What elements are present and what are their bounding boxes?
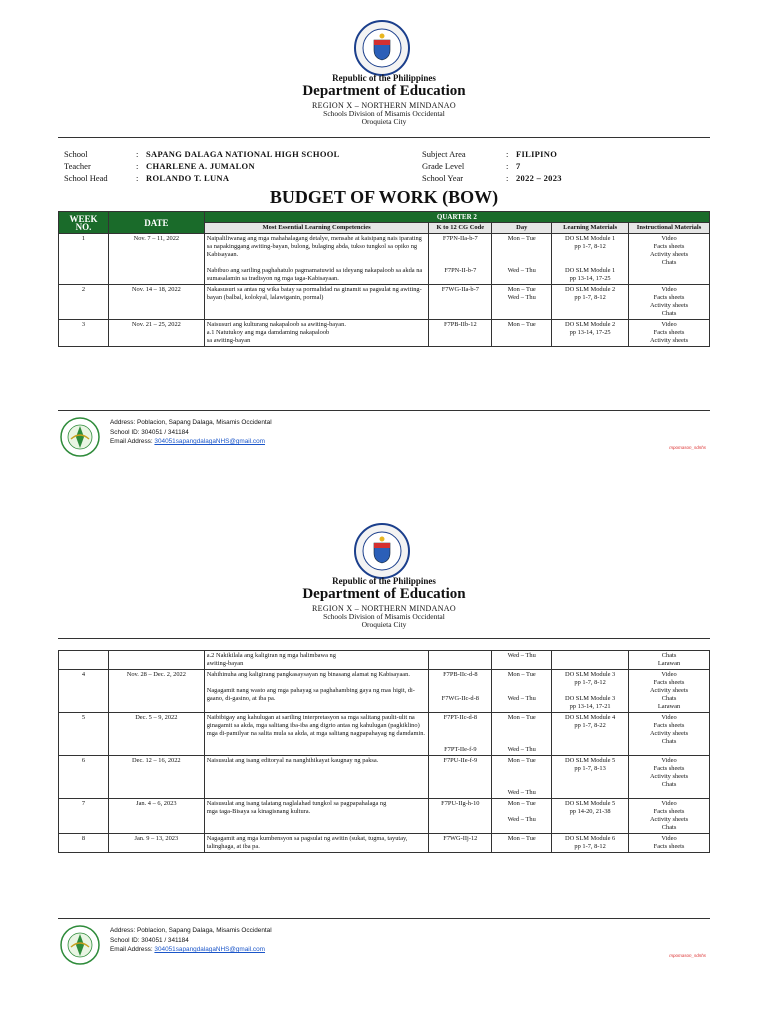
date-cell: Jan. 9 – 13, 2023 [108, 834, 204, 853]
day-cell: Mon – Tue [492, 320, 552, 347]
subject-value: FILIPINO [516, 149, 558, 159]
date-cell: Dec. 5 – 9, 2022 [108, 713, 204, 756]
learning-materials-cell: DO SLM Module 6 pp 1-7, 8-12 [552, 834, 629, 853]
week-cell: 1 [59, 234, 109, 285]
header-department: Department of Education [302, 586, 466, 603]
instructional-materials-cell: Video Facts sheets Activity sheets Chats [629, 234, 710, 285]
cg-code-cell: F7PU-IIe-f-9 [429, 756, 492, 799]
table-row [59, 670, 710, 713]
header-division: Schools Division of Misamis Occidental [323, 611, 445, 621]
table-row [59, 285, 710, 320]
school-year-value: 2022 – 2023 [516, 173, 562, 183]
instructional-materials-cell: Video Facts sheets Activity sheets Chats [629, 756, 710, 799]
instructional-materials-cell: Chats Larawan [629, 651, 710, 670]
header-region: REGION X – NORTHERN MINDANAO [312, 100, 456, 110]
instructional-materials-cell: Video Facts sheets Activity sheets Chats [629, 799, 710, 834]
header-region: REGION X – NORTHERN MINDANAO [312, 603, 456, 613]
instructional-materials-cell: Video Facts sheets [629, 834, 710, 853]
deped-seal-icon [354, 20, 410, 76]
date-cell: Nov. 7 – 11, 2022 [108, 234, 204, 285]
instructional-materials-cell: Video Facts sheets Activity sheets Chats [629, 285, 710, 320]
school-head-value: ROLANDO T. LUNA [146, 173, 230, 183]
colon: : [506, 149, 509, 159]
cg-code-cell: F7PB-IIc-d-8 F7WG-IIc-d-8 [429, 670, 492, 713]
date-cell: Nov. 21 – 25, 2022 [108, 320, 204, 347]
document-title: BUDGET OF WORK (BOW) [269, 187, 499, 207]
date-cell: Nov. 14 – 18, 2022 [108, 285, 204, 320]
competency-cell: Naisusulat ang isang talatang naglalahad tungkol sa pagpapahalaga ng mga taga-Bisaya sa kinagisnang kultura. [204, 799, 429, 834]
table-row [59, 234, 710, 285]
school-label: School [64, 149, 88, 159]
day-cell: Mon – Tue Wed – Thu [492, 234, 552, 285]
cg-code-cell: F7WG-IIa-b-7 [429, 285, 492, 320]
page-footer [58, 918, 710, 971]
cg-code-cell: F7PU-IIg-h-10 [429, 799, 492, 834]
week-cell: 3 [59, 320, 109, 347]
date-cell: Jan. 4 – 6, 2023 [108, 799, 204, 834]
learning-materials-cell: DO SLM Module 1 pp 1-7, 8-12 DO SLM Module 1 pp 13-14, 17-25 [552, 234, 629, 285]
header-city: Oroquieta City [361, 620, 407, 630]
competency-cell: Nakasusuri sa antas ng wika batay sa pormalidad na ginamit sa pagsulat ng awiting-bayan (balbal, kolokyal, lalawiganin, pormal) [204, 285, 429, 320]
teacher-value: CHARLENE A. JUMALON [146, 161, 255, 171]
learning-materials-cell: DO SLM Module 3 pp 1-7, 8-12 DO SLM Module 3 pp 13-14, 17-21 [552, 670, 629, 713]
instructional-materials-cell: Video Facts sheets Activity sheets Chats Larawan [629, 670, 710, 713]
footer-email-link[interactable]: 304051sapangdalagaNHS@gmail.com [154, 946, 265, 953]
learning-materials-cell: DO SLM Module 2 pp 13-14, 17-25 [552, 320, 629, 347]
cg-code-cell: F7PN-IIa-b-7 F7PN-II-b-7 [429, 234, 492, 285]
grade-value: 7 [516, 161, 521, 171]
table-row [59, 756, 710, 799]
week-cell: 8 [59, 834, 109, 853]
header-republic: Republic of the Philippines [332, 576, 436, 586]
instructional-materials-cell: Video Facts sheets Activity sheets Chats [629, 713, 710, 756]
cg-code-cell: F7PT-IIc-d-8 F7PT-IIe-f-9 [429, 713, 492, 756]
header-city: Oroquieta City [361, 117, 407, 127]
colon: : [136, 161, 139, 171]
footer-email-link[interactable]: 304051sapangdalagaNHS@gmail.com [154, 438, 265, 445]
day-cell: Wed – Thu [492, 651, 552, 670]
table-row [59, 799, 710, 834]
learning-materials-cell: DO SLM Module 2 pp 1-7, 8-12 [552, 285, 629, 320]
week-header: WEEK NO. [59, 212, 109, 234]
colon: : [136, 149, 139, 159]
document-page-1 [0, 0, 768, 480]
week-cell: 5 [59, 713, 109, 756]
cg-code-cell: F7WG-IIj-12 [429, 834, 492, 853]
bow-table-page-1 [58, 211, 710, 347]
teacher-label: Teacher [64, 161, 91, 171]
footer-school-id: School ID: 304051 / 341184 [110, 428, 189, 436]
week-cell [59, 651, 109, 670]
instructional-materials-cell: Video Facts sheets Activity sheets [629, 320, 710, 347]
footer-address: Address: Poblacion, Sapang Dalaga, Misamis Occidental [110, 419, 272, 426]
footer-address-block [110, 418, 272, 447]
footer-school-id: School ID: 304051 / 341184 [110, 936, 189, 944]
school-info-block [64, 148, 340, 184]
table-row [59, 834, 710, 853]
competencies-header: Most Essential Learning Competencies [204, 223, 429, 234]
day-cell: Mon – Tue Wed – Thu [492, 713, 552, 756]
competency-cell: Naibibigay ang kahulugan at sariling interpretasyon sa mga salitang paulit-ulit na ginagamit sa akda, mga salitang iba-iba ang digrio antas ng kahulugan (pagkiklino) mga di-pamilyar na salita mula sa akda, at mga salitang nagpapahayag ng damdamin. [204, 713, 429, 756]
day-cell: Mon – Tue Wed – Thu [492, 799, 552, 834]
school-value: SAPANG DALAGA NATIONAL HIGH SCHOOL [146, 149, 340, 159]
instructional-materials-header: Instructional Materials [629, 223, 710, 234]
header-division: Schools Division of Misamis Occidental [323, 108, 445, 118]
date-cell: Nov. 28 – Dec. 2, 2022 [108, 670, 204, 713]
grade-label: Grade Level [422, 161, 465, 171]
footer-address: Address: Poblacion, Sapang Dalaga, Misamis Occidental [110, 927, 272, 934]
learning-materials-cell: DO SLM Module 4 pp 1-7, 8-22 [552, 713, 629, 756]
footer-email-label: Email Address: [110, 946, 155, 953]
date-cell [108, 651, 204, 670]
day-cell: Mon – Tue Wed – Thu [492, 285, 552, 320]
page-footer [58, 410, 710, 463]
footer-address-block [110, 926, 272, 955]
date-header: DATE [108, 212, 204, 234]
footer-tag: mpomason_sdnhs [669, 953, 706, 958]
deped-seal-icon [354, 523, 410, 579]
cg-code-cell [429, 651, 492, 670]
header-republic: Republic of the Philippines [332, 73, 436, 83]
quarter-header: QUARTER 2 [204, 212, 709, 223]
footer-email-label: Email Address: [110, 438, 155, 445]
footer-tag: mpomason_sdnhs [669, 445, 706, 450]
school-head-label: School Head [64, 173, 108, 183]
table-row [59, 320, 710, 347]
week-cell: 4 [59, 670, 109, 713]
learning-materials-cell [552, 651, 629, 670]
header-department: Department of Education [302, 83, 466, 100]
day-cell: Mon – Tue Wed – Thu [492, 756, 552, 799]
week-cell: 7 [59, 799, 109, 834]
table-row [59, 713, 710, 756]
colon: : [136, 173, 139, 183]
competency-cell: Naipaliliwanag ang mga mahahalagang detalye, mensahe at kaisipang nais iparating sa napakinggang awiting-bayan, bulong, bulaging abda, tukso tungkol sa opiko ng Kabisayaan. Nabibuo ang sariling paghahatulo pagmamatuwid sa ideyang nakapaloob sa akda na sumasalamin sa tradisyon ng mga taga-Kabisayaan. [204, 234, 429, 285]
school-logo-icon [60, 925, 100, 965]
date-cell: Dec. 12 – 16, 2022 [108, 756, 204, 799]
subject-info-block [422, 148, 562, 184]
header-divider [58, 638, 710, 639]
competency-cell: Naisusuri ang kulturang nakapaloob sa awiting-bayan. a.1 Natutukoy ang mga damdaming nakapaloob sa awiting-bayan [204, 320, 429, 347]
document-page-2 [0, 505, 768, 1024]
bow-table-page-2 [58, 650, 710, 853]
competency-cell: Nahihinuha ang kaligirang pangkasaysayan ng binasang alamat ng Kabisayaan. Nagagamit nang wasto ang mga pahayag sa paghahambing gaya ng mas higit, di-gaano, di-gasino, at iba pa. [204, 670, 429, 713]
learning-materials-cell: DO SLM Module 5 pp 1-7, 8-13 [552, 756, 629, 799]
cg-code-header: K to 12 CG Code [429, 223, 492, 234]
learning-materials-header: Learning Materials [552, 223, 629, 234]
day-cell: Mon – Tue Wed – Thu [492, 670, 552, 713]
school-year-label: School Year [422, 173, 464, 183]
school-logo-icon [60, 417, 100, 457]
competency-cell: a.2 Nakikilala ang kaligiran ng mga halimbawa ng awiting-bayan [204, 651, 429, 670]
day-cell: Mon – Tue [492, 834, 552, 853]
learning-materials-cell: DO SLM Module 5 pp 14-20, 21-38 [552, 799, 629, 834]
competency-cell: Naisusulat ang isang editoryal na nanghihikayat kaugnay ng paksa. [204, 756, 429, 799]
week-cell: 6 [59, 756, 109, 799]
day-header: Day [492, 223, 552, 234]
competency-cell: Nagagamit ang mga kumbensyon sa pagsulat ng awitin (sukat, tugma, tayutay, talinghaga, at iba pa. [204, 834, 429, 853]
subject-label: Subject Area [422, 149, 466, 159]
colon: : [506, 173, 509, 183]
table-row [59, 651, 710, 670]
header-divider [58, 137, 710, 138]
colon: : [506, 161, 509, 171]
cg-code-cell: F7PB-IIb-12 [429, 320, 492, 347]
week-cell: 2 [59, 285, 109, 320]
